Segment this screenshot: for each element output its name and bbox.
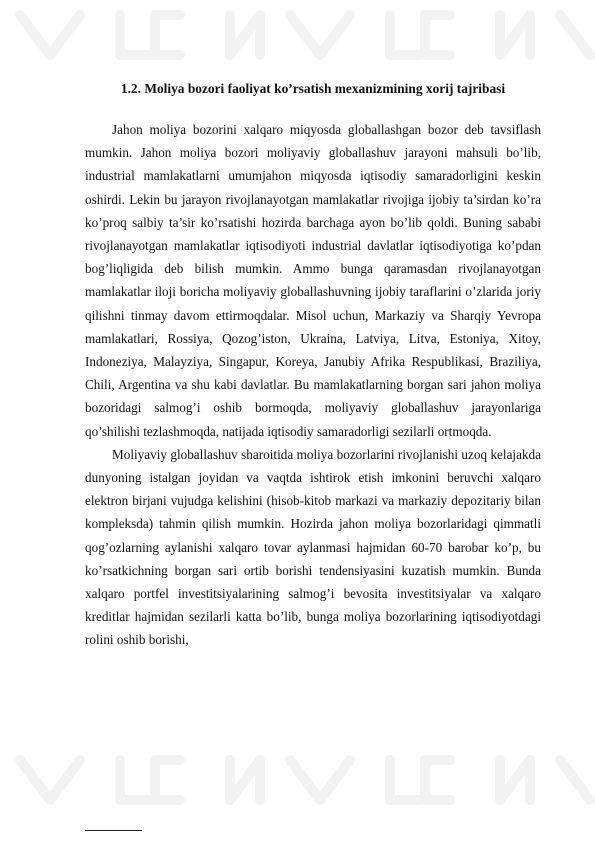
footnote-separator xyxy=(85,830,142,831)
document-page xyxy=(85,72,541,652)
paragraph-1: Jahon moliya bozorini xalqaro miqyosda globallashgan bozor deb tavsiflash mumkin. Jahon moliya bozori moliyaviy globallashuv jarayoni mahsuli bo’lib, industrial mamlakatlarni umumjahon miqyosda iqtisodiy samaradorligini keskin oshirdi. Lekin bu jarayon rivojlanayotgan mamlakatlar rivojiga ijobiy ta’sirdan ko’ra ko’proq salbiy ta’sir ko’rsatishi hozirda barchaga ayon bo’lib qoldi. Buning sababi rivojlanayotgan mamlakatlar iqtisodiyoti industrial davlatlar iqtisodiyotiga ko’pdan bog’liqligida deb bilish mumkin. Ammo bunga qaramasdan rivojlanayotgan mamlakatlar iloji boricha moliyaviy globallashuvning ijobiy taraflarini o’zlarida joriy qilishni tinmay davom ettirmoqdalar. Misol uchun, Markaziy va Sharqiy Yevropa mamlakatlari, Rossiya, Qozog’iston, Ukraina, Latviya, Litva, Estoniya, Xitoy, Indoneziya, Malayziya, Singapur, Koreya, Janubiy Afrika Respublikasi, Braziliya, Chili, Argentina va shu kabi davlatlar. Bu mamlakatlarning borgan sari jahon moliya bozoridagi salmog’i oshib bormoqda, moliyaviy globallashuv jarayonlariga qo’shilishi tezlashmoqda, natijada iqtisodiy samaradorligi sezilarli ortmoqda. xyxy=(85,122,541,439)
section-heading: 1.2. Moliya bozori faoliyat ko’rsatish mexanizmining xorij tajribasi xyxy=(120,81,506,96)
paragraph-2: Moliyaviy globallashuv sharoitida moliya bozorlarini rivojlanishi uzoq kelajakda dunyoning istalgan joyidan va vaqtda ishtirok etish imkonini beruvchi xalqaro elektron birjani vujudga kelishini (hisob-kitob markazi va markaziy depozitariy bilan kompleksda) tahmin qilish mumkin. Hozirda jahon moliya bozorlaridagi qimmatli qog’ozlarning aylanishi xalqaro tovar aylanmasi hajmidan 60-70 barobar ko’p, bu ko’rsatkichning borgan sari ortib borishi tendensiyasini kuzatish mumkin. Bunda xalqaro portfel investitsiyalarining salmog’i bevosita investitsiyalar va xalqaro kreditlar hajmidan sezilarli katta bo’lib, bunga moliya bozorlarining iqtisodiyotdagi rolini oshib borishi, xyxy=(85,446,541,648)
